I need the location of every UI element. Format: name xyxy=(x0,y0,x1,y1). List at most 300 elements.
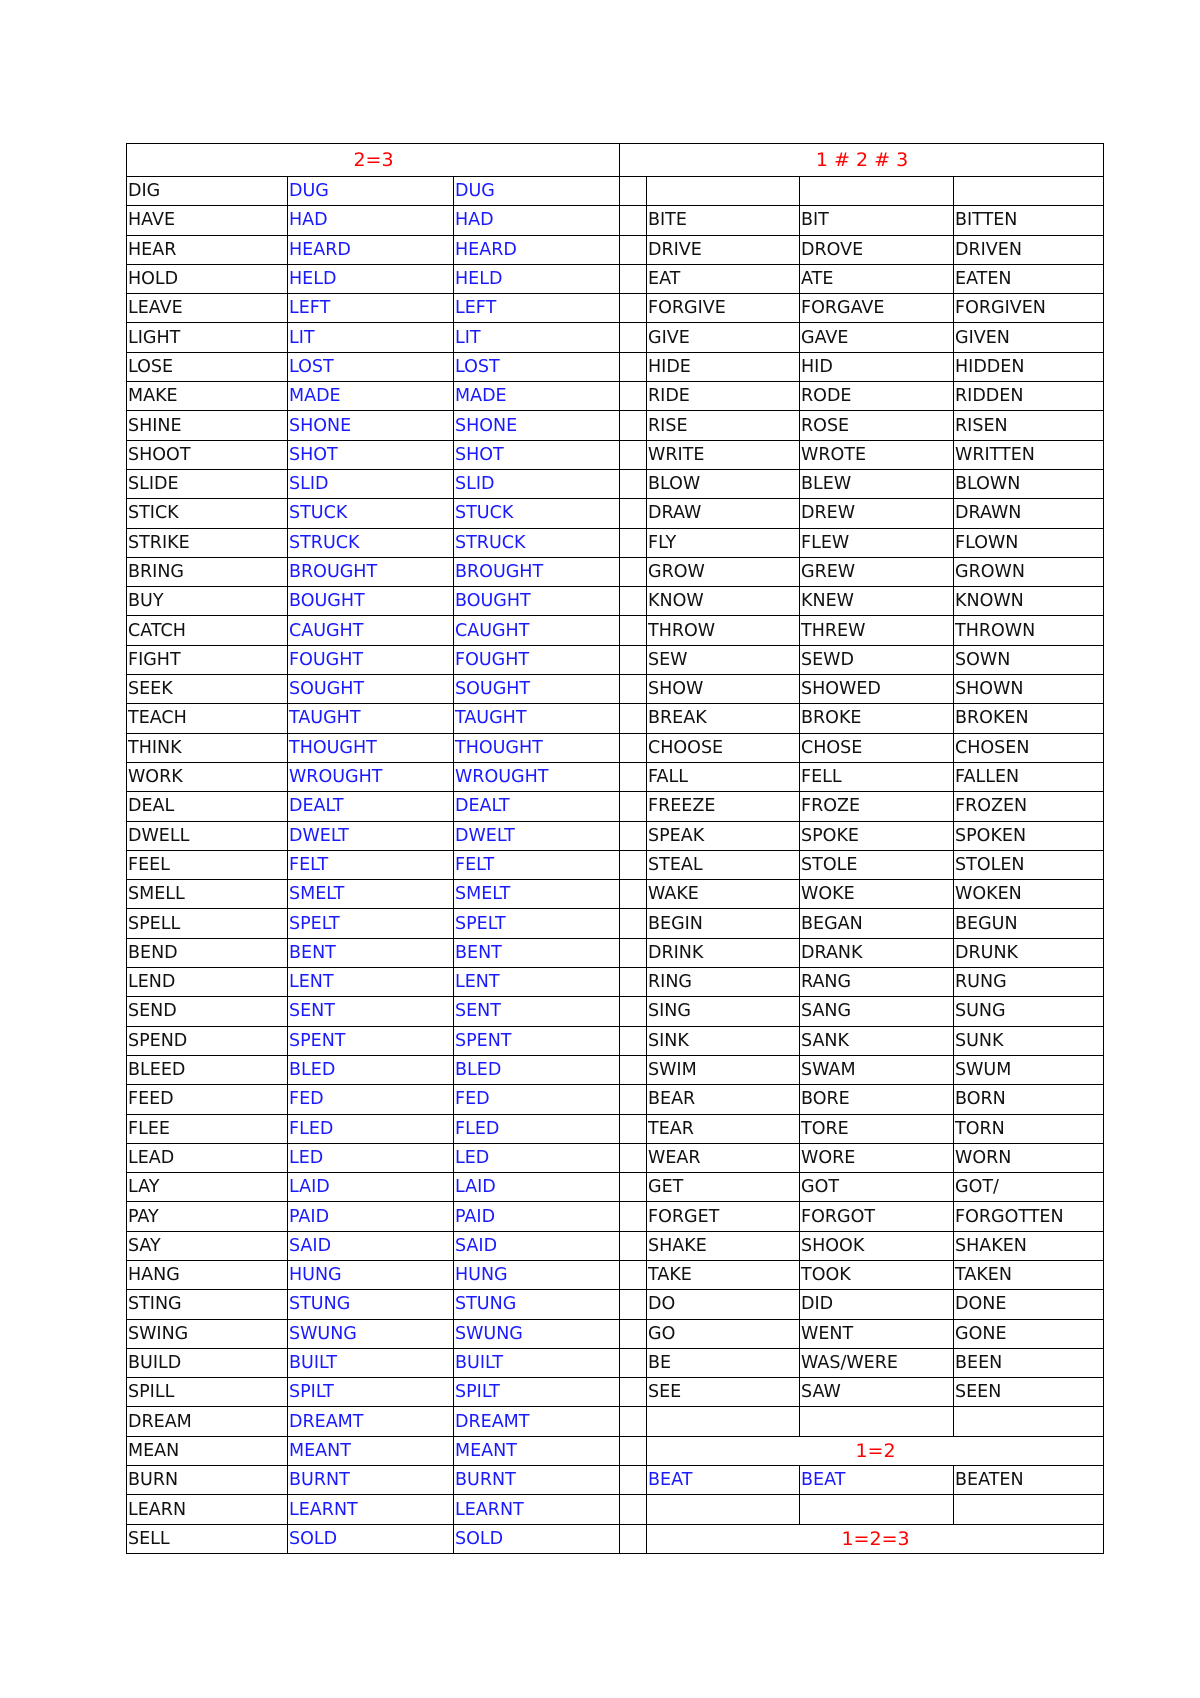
table-row xyxy=(127,323,1104,352)
past-simple-cell: STOLE xyxy=(800,850,954,879)
past-simple-cell: SHOT xyxy=(288,440,454,469)
base-form-cell: DREAM xyxy=(127,1407,288,1436)
table-row xyxy=(127,206,1104,235)
spacer-cell xyxy=(620,1524,647,1553)
past-simple-cell: SENT xyxy=(288,997,454,1026)
past-participle-cell: CAUGHT xyxy=(454,616,620,645)
past-simple-cell: LEFT xyxy=(288,294,454,323)
past-participle-cell: HAD xyxy=(454,206,620,235)
spacer-cell xyxy=(620,499,647,528)
past-simple-cell: SEWD xyxy=(800,645,954,674)
table-row xyxy=(127,909,1104,938)
base-form-cell: GET xyxy=(647,1173,800,1202)
spacer-cell xyxy=(620,1436,647,1465)
base-form-cell: LAY xyxy=(127,1173,288,1202)
past-simple-cell: DRANK xyxy=(800,938,954,967)
spacer-cell xyxy=(620,557,647,586)
past-simple-cell: RODE xyxy=(800,382,954,411)
past-simple-cell: DID xyxy=(800,1290,954,1319)
table-row xyxy=(127,1495,1104,1524)
past-simple-cell: TOOK xyxy=(800,1260,954,1289)
base-form-cell: STRIKE xyxy=(127,528,288,557)
base-form-cell: BE xyxy=(647,1348,800,1377)
past-simple-cell: BENT xyxy=(288,938,454,967)
table-row xyxy=(127,382,1104,411)
spacer-cell xyxy=(620,1378,647,1407)
table-row xyxy=(127,235,1104,264)
spacer-cell xyxy=(620,645,647,674)
base-form-cell: GROW xyxy=(647,557,800,586)
base-form-cell: SLIDE xyxy=(127,469,288,498)
base-form-cell: BREAK xyxy=(647,704,800,733)
base-form-cell: BRING xyxy=(127,557,288,586)
spacer-cell xyxy=(620,1055,647,1084)
spacer-cell xyxy=(620,821,647,850)
past-simple-cell: HEARD xyxy=(288,235,454,264)
table-row xyxy=(127,1114,1104,1143)
past-simple-cell: STRUCK xyxy=(288,528,454,557)
table-row xyxy=(127,704,1104,733)
past-simple-cell: SPENT xyxy=(288,1026,454,1055)
base-form-cell: FLEE xyxy=(127,1114,288,1143)
past-simple-cell: SOUGHT xyxy=(288,675,454,704)
past-participle-cell: SHOT xyxy=(454,440,620,469)
past-simple-cell: SHOWED xyxy=(800,675,954,704)
base-form-cell: SPEAK xyxy=(647,821,800,850)
table-row xyxy=(127,1026,1104,1055)
past-simple-cell: BUILT xyxy=(288,1348,454,1377)
past-simple-cell: SHOOK xyxy=(800,1231,954,1260)
spacer-cell xyxy=(620,1202,647,1231)
spacer-cell xyxy=(620,1085,647,1114)
base-form-cell: FORGET xyxy=(647,1202,800,1231)
spacer-cell xyxy=(620,206,647,235)
table-row xyxy=(127,1173,1104,1202)
past-participle-cell: GROWN xyxy=(954,557,1104,586)
base-form-cell: HEAR xyxy=(127,235,288,264)
past-simple-cell: PAID xyxy=(288,1202,454,1231)
base-form-cell: RING xyxy=(647,968,800,997)
spacer-cell xyxy=(620,587,647,616)
past-participle-cell: SPELT xyxy=(454,909,620,938)
spacer-cell xyxy=(620,1495,647,1524)
past-simple-cell: FLED xyxy=(288,1114,454,1143)
past-participle-cell: DRAWN xyxy=(954,499,1104,528)
past-simple-cell: SANK xyxy=(800,1026,954,1055)
base-form-cell: SELL xyxy=(127,1524,288,1553)
past-simple-cell: FORGAVE xyxy=(800,294,954,323)
past-participle-cell: DREAMT xyxy=(454,1407,620,1436)
base-form-cell: FALL xyxy=(647,762,800,791)
past-simple-cell: SPOKE xyxy=(800,821,954,850)
past-participle-cell: LOST xyxy=(454,352,620,381)
table-row xyxy=(127,1055,1104,1084)
spacer-cell xyxy=(620,1407,647,1436)
past-simple-cell: LED xyxy=(288,1143,454,1172)
base-form-cell: WRITE xyxy=(647,440,800,469)
past-simple-cell: BLEW xyxy=(800,469,954,498)
past-participle-cell: MADE xyxy=(454,382,620,411)
base-form-cell: THINK xyxy=(127,733,288,762)
past-participle-cell: LENT xyxy=(454,968,620,997)
past-simple-cell: DWELT xyxy=(288,821,454,850)
past-participle-cell: SENT xyxy=(454,997,620,1026)
table-row xyxy=(127,587,1104,616)
past-participle-cell: WROUGHT xyxy=(454,762,620,791)
past-simple-cell: FOUGHT xyxy=(288,645,454,674)
base-form-cell: LEAD xyxy=(127,1143,288,1172)
past-simple-cell: DREW xyxy=(800,499,954,528)
table-row xyxy=(127,675,1104,704)
past-simple-cell: LENT xyxy=(288,968,454,997)
base-form-cell: SAY xyxy=(127,1231,288,1260)
past-simple-cell: WORE xyxy=(800,1143,954,1172)
base-form-cell: DWELL xyxy=(127,821,288,850)
table-row xyxy=(127,1524,1104,1553)
base-form-cell: SHINE xyxy=(127,411,288,440)
base-form-cell: HIDE xyxy=(647,352,800,381)
base-form-cell: CHOOSE xyxy=(647,733,800,762)
spacer-cell xyxy=(620,1143,647,1172)
past-participle-cell: FROZEN xyxy=(954,792,1104,821)
base-form-cell: BLEED xyxy=(127,1055,288,1084)
past-participle-cell: HIDDEN xyxy=(954,352,1104,381)
base-form-cell: SING xyxy=(647,997,800,1026)
past-participle-cell: WRITTEN xyxy=(954,440,1104,469)
past-participle-cell xyxy=(954,1495,1104,1524)
base-form-cell: BUY xyxy=(127,587,288,616)
past-simple-cell: SAW xyxy=(800,1378,954,1407)
past-simple-cell: SMELT xyxy=(288,880,454,909)
past-participle-cell: SUNK xyxy=(954,1026,1104,1055)
past-simple-cell: MADE xyxy=(288,382,454,411)
base-form-cell: SWIM xyxy=(647,1055,800,1084)
past-participle-cell: LEFT xyxy=(454,294,620,323)
past-simple-cell: DUG xyxy=(288,177,454,206)
base-form-cell: STING xyxy=(127,1290,288,1319)
base-form-cell: SEE xyxy=(647,1378,800,1407)
past-simple-cell: FROZE xyxy=(800,792,954,821)
past-participle-cell: BURNT xyxy=(454,1466,620,1495)
past-participle-cell: MEANT xyxy=(454,1436,620,1465)
base-form-cell: RISE xyxy=(647,411,800,440)
past-simple-cell: THOUGHT xyxy=(288,733,454,762)
past-simple-cell: CHOSE xyxy=(800,733,954,762)
spacer-cell xyxy=(620,1231,647,1260)
past-simple-cell: STUCK xyxy=(288,499,454,528)
past-simple-cell: SWAM xyxy=(800,1055,954,1084)
base-form-cell: BEAR xyxy=(647,1085,800,1114)
past-simple-cell xyxy=(800,1495,954,1524)
base-form-cell: SHAKE xyxy=(647,1231,800,1260)
past-participle-cell: BLED xyxy=(454,1055,620,1084)
base-form-cell: STEAL xyxy=(647,850,800,879)
table-row xyxy=(127,294,1104,323)
past-simple-cell: BEGAN xyxy=(800,909,954,938)
base-form-cell: CATCH xyxy=(127,616,288,645)
past-participle-cell: RUNG xyxy=(954,968,1104,997)
past-simple-cell: BROKE xyxy=(800,704,954,733)
past-participle-cell: SUNG xyxy=(954,997,1104,1026)
base-form-cell: BEGIN xyxy=(647,909,800,938)
past-participle-cell xyxy=(954,1407,1104,1436)
past-simple-cell: CAUGHT xyxy=(288,616,454,645)
past-participle-cell: FALLEN xyxy=(954,762,1104,791)
table-row xyxy=(127,792,1104,821)
spacer-cell xyxy=(620,850,647,879)
base-form-cell: TAKE xyxy=(647,1260,800,1289)
past-participle-cell: RIDDEN xyxy=(954,382,1104,411)
past-participle-cell: FORGOTTEN xyxy=(954,1202,1104,1231)
past-simple-cell: THREW xyxy=(800,616,954,645)
base-form-cell: THROW xyxy=(647,616,800,645)
base-form-cell: SPILL xyxy=(127,1378,288,1407)
past-participle-cell: GIVEN xyxy=(954,323,1104,352)
past-simple-cell: GAVE xyxy=(800,323,954,352)
past-participle-cell: FELT xyxy=(454,850,620,879)
past-participle-cell: TAKEN xyxy=(954,1260,1104,1289)
table-row xyxy=(127,1290,1104,1319)
table-row xyxy=(127,645,1104,674)
base-form-cell: DRAW xyxy=(647,499,800,528)
spacer-cell xyxy=(620,323,647,352)
past-simple-cell: TORE xyxy=(800,1114,954,1143)
base-form-cell: BEAT xyxy=(647,1466,800,1495)
table-row xyxy=(127,1231,1104,1260)
table-row xyxy=(127,411,1104,440)
past-simple-cell: MEANT xyxy=(288,1436,454,1465)
past-participle-cell: SPILT xyxy=(454,1378,620,1407)
past-participle-cell: DEALT xyxy=(454,792,620,821)
past-participle-cell: BOUGHT xyxy=(454,587,620,616)
past-simple-cell: WROTE xyxy=(800,440,954,469)
base-form-cell: FORGIVE xyxy=(647,294,800,323)
past-simple-cell: LEARNT xyxy=(288,1495,454,1524)
table-row xyxy=(127,968,1104,997)
base-form-cell: DEAL xyxy=(127,792,288,821)
past-participle-cell: LAID xyxy=(454,1173,620,1202)
spacer-cell xyxy=(620,294,647,323)
base-form-cell: SMELL xyxy=(127,880,288,909)
past-participle-cell: STRUCK xyxy=(454,528,620,557)
base-form-cell: SEND xyxy=(127,997,288,1026)
table-row xyxy=(127,499,1104,528)
table-row xyxy=(127,1143,1104,1172)
base-form-cell: LIGHT xyxy=(127,323,288,352)
past-simple-cell: LAID xyxy=(288,1173,454,1202)
past-participle-cell: GONE xyxy=(954,1319,1104,1348)
spacer-cell xyxy=(620,1319,647,1348)
table-row xyxy=(127,821,1104,850)
base-form-cell: DRIVE xyxy=(647,235,800,264)
past-participle-cell: HELD xyxy=(454,264,620,293)
past-simple-cell: SANG xyxy=(800,997,954,1026)
past-simple-cell: BORE xyxy=(800,1085,954,1114)
past-simple-cell: BROUGHT xyxy=(288,557,454,586)
past-simple-cell: SOLD xyxy=(288,1524,454,1553)
spacer-cell xyxy=(620,880,647,909)
past-simple-cell: BOUGHT xyxy=(288,587,454,616)
past-participle-cell: SHOWN xyxy=(954,675,1104,704)
base-form-cell: SPEND xyxy=(127,1026,288,1055)
base-form-cell: BURN xyxy=(127,1466,288,1495)
base-form-cell: WORK xyxy=(127,762,288,791)
past-participle-cell: SEEN xyxy=(954,1378,1104,1407)
header-left: 2=3 xyxy=(127,144,620,177)
spacer-cell xyxy=(620,1466,647,1495)
spacer-cell xyxy=(620,264,647,293)
past-participle-cell: THOUGHT xyxy=(454,733,620,762)
past-participle-cell: SLID xyxy=(454,469,620,498)
base-form-cell: WEAR xyxy=(647,1143,800,1172)
past-simple-cell: WOKE xyxy=(800,880,954,909)
base-form-cell: BUILD xyxy=(127,1348,288,1377)
past-participle-cell: PAID xyxy=(454,1202,620,1231)
past-participle-cell: FLED xyxy=(454,1114,620,1143)
past-simple-cell: SHONE xyxy=(288,411,454,440)
base-form-cell: FEED xyxy=(127,1085,288,1114)
past-simple-cell: DROVE xyxy=(800,235,954,264)
past-simple-cell: HUNG xyxy=(288,1260,454,1289)
past-participle-cell: CHOSEN xyxy=(954,733,1104,762)
past-simple-cell: FORGOT xyxy=(800,1202,954,1231)
spacer-cell xyxy=(620,1260,647,1289)
past-participle-cell: SOWN xyxy=(954,645,1104,674)
spacer-cell xyxy=(620,1026,647,1055)
base-form-cell xyxy=(647,177,800,206)
past-participle-cell: GOT/ xyxy=(954,1173,1104,1202)
past-participle-cell: BUILT xyxy=(454,1348,620,1377)
past-simple-cell: BURNT xyxy=(288,1466,454,1495)
base-form-cell: HAVE xyxy=(127,206,288,235)
base-form-cell: HANG xyxy=(127,1260,288,1289)
base-form-cell: DRINK xyxy=(647,938,800,967)
base-form-cell: SEW xyxy=(647,645,800,674)
past-participle-cell: STUNG xyxy=(454,1290,620,1319)
spacer-cell xyxy=(620,1348,647,1377)
past-simple-cell: RANG xyxy=(800,968,954,997)
past-simple-cell: BEAT xyxy=(800,1466,954,1495)
spacer-cell xyxy=(620,616,647,645)
base-form-cell: SEEK xyxy=(127,675,288,704)
base-form-cell: BITE xyxy=(647,206,800,235)
base-form-cell: DO xyxy=(647,1290,800,1319)
base-form-cell: TEAR xyxy=(647,1114,800,1143)
base-form-cell: BLOW xyxy=(647,469,800,498)
past-participle-cell: LED xyxy=(454,1143,620,1172)
past-participle-cell xyxy=(954,177,1104,206)
group-header-cell: 1=2=3 xyxy=(647,1524,1104,1553)
base-form-cell: EAT xyxy=(647,264,800,293)
base-form-cell: LEARN xyxy=(127,1495,288,1524)
past-simple-cell: SPELT xyxy=(288,909,454,938)
past-simple-cell: TAUGHT xyxy=(288,704,454,733)
past-participle-cell: SPENT xyxy=(454,1026,620,1055)
table-row xyxy=(127,1085,1104,1114)
table-row xyxy=(127,1436,1104,1465)
past-simple-cell: LIT xyxy=(288,323,454,352)
base-form-cell: FLY xyxy=(647,528,800,557)
past-simple-cell: ROSE xyxy=(800,411,954,440)
past-participle-cell: SWUM xyxy=(954,1055,1104,1084)
past-simple-cell: SPILT xyxy=(288,1378,454,1407)
spacer-cell xyxy=(620,909,647,938)
base-form-cell: LEAVE xyxy=(127,294,288,323)
base-form-cell xyxy=(647,1495,800,1524)
table-row xyxy=(127,440,1104,469)
base-form-cell: SHOOT xyxy=(127,440,288,469)
past-participle-cell: HUNG xyxy=(454,1260,620,1289)
past-simple-cell: HAD xyxy=(288,206,454,235)
base-form-cell: FREEZE xyxy=(647,792,800,821)
past-simple-cell: HELD xyxy=(288,264,454,293)
past-simple-cell: BIT xyxy=(800,206,954,235)
spacer-cell xyxy=(620,177,647,206)
past-simple-cell: DREAMT xyxy=(288,1407,454,1436)
past-simple-cell: SLID xyxy=(288,469,454,498)
base-form-cell: BEND xyxy=(127,938,288,967)
past-simple-cell: DEALT xyxy=(288,792,454,821)
table-row xyxy=(127,850,1104,879)
past-participle-cell: SAID xyxy=(454,1231,620,1260)
past-participle-cell: TAUGHT xyxy=(454,704,620,733)
past-participle-cell: TORN xyxy=(954,1114,1104,1143)
past-participle-cell: KNOWN xyxy=(954,587,1104,616)
base-form-cell: RIDE xyxy=(647,382,800,411)
past-simple-cell: SWUNG xyxy=(288,1319,454,1348)
past-participle-cell: FOUGHT xyxy=(454,645,620,674)
base-form-cell: MAKE xyxy=(127,382,288,411)
past-participle-cell: BORN xyxy=(954,1085,1104,1114)
spacer-cell xyxy=(620,1290,647,1319)
base-form-cell: FIGHT xyxy=(127,645,288,674)
base-form-cell: GIVE xyxy=(647,323,800,352)
spacer-cell xyxy=(620,411,647,440)
past-participle-cell: SHONE xyxy=(454,411,620,440)
base-form-cell: LEND xyxy=(127,968,288,997)
past-participle-cell: SWUNG xyxy=(454,1319,620,1348)
past-simple-cell: WAS/WERE xyxy=(800,1348,954,1377)
past-simple-cell: WENT xyxy=(800,1319,954,1348)
base-form-cell: STICK xyxy=(127,499,288,528)
past-participle-cell: BITTEN xyxy=(954,206,1104,235)
table-row xyxy=(127,616,1104,645)
past-participle-cell: LEARNT xyxy=(454,1495,620,1524)
base-form-cell: FEEL xyxy=(127,850,288,879)
table-row xyxy=(127,938,1104,967)
past-participle-cell: HEARD xyxy=(454,235,620,264)
past-simple-cell: ATE xyxy=(800,264,954,293)
base-form-cell: KNOW xyxy=(647,587,800,616)
past-participle-cell: BEEN xyxy=(954,1348,1104,1377)
past-participle-cell: DONE xyxy=(954,1290,1104,1319)
past-participle-cell: BEGUN xyxy=(954,909,1104,938)
spacer-cell xyxy=(620,1114,647,1143)
past-participle-cell: SOLD xyxy=(454,1524,620,1553)
spacer-cell xyxy=(620,440,647,469)
past-simple-cell: STUNG xyxy=(288,1290,454,1319)
table-row xyxy=(127,264,1104,293)
base-form-cell: PAY xyxy=(127,1202,288,1231)
past-participle-cell: SMELT xyxy=(454,880,620,909)
base-form-cell: LOSE xyxy=(127,352,288,381)
past-participle-cell: DUG xyxy=(454,177,620,206)
spacer-cell xyxy=(620,469,647,498)
past-participle-cell: DRUNK xyxy=(954,938,1104,967)
past-participle-cell: STOLEN xyxy=(954,850,1104,879)
past-simple-cell: FELL xyxy=(800,762,954,791)
table-row xyxy=(127,469,1104,498)
